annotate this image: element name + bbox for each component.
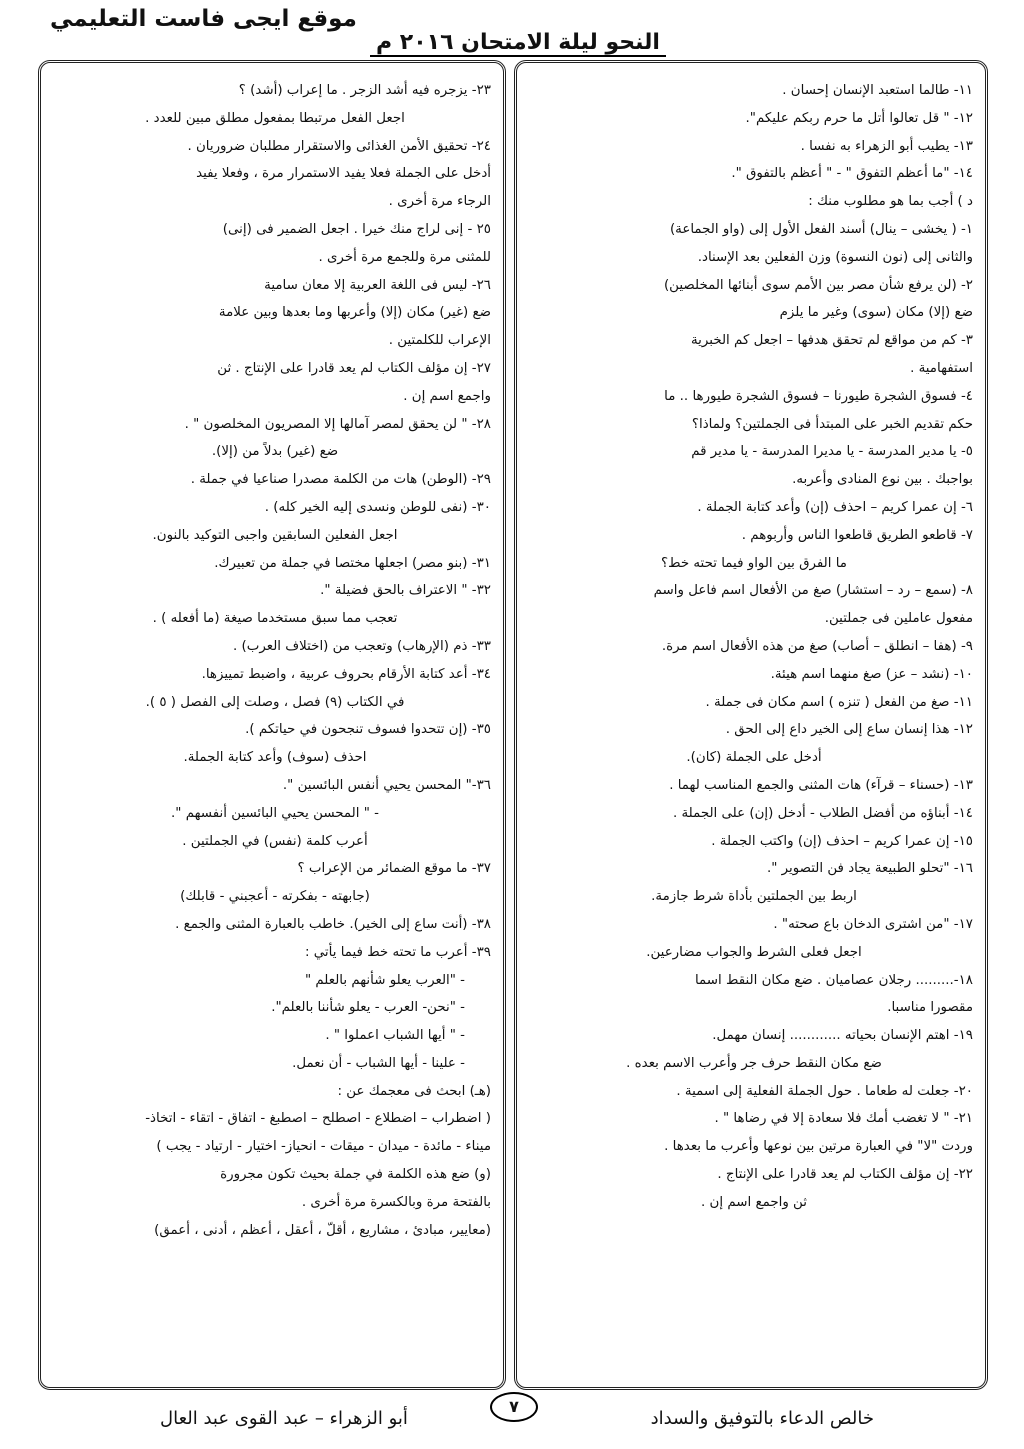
question-line: ٢٨- " لن يحقق لمصر آمالها إلا المصريون المخلصون " . <box>184 416 491 432</box>
question-line: ضع (غير) بدلاً من (إلا). <box>211 444 339 460</box>
question-line: حكم تقديم الخبر على المبتدأ فى الجملتين؟ ولماذا؟ <box>691 416 973 432</box>
question-line: أعرب كلمة (نفس) في الجملتين . <box>182 833 368 849</box>
question-line: ١١- طالما استعبد الإنسان إحسان . <box>782 83 973 98</box>
question-line: والثانى إلى (نون النسوة) وزن الفعلين بعد الإسناد. <box>697 249 973 265</box>
question-line: ١٣- يطيب أبو الزهراء به نفسا . <box>800 138 973 154</box>
question-line: ٣٢- " الاعتراف بالحق فضيلة ". <box>320 583 491 599</box>
question-line: ٢١- " لا تغضب أمك فلا سعادة إلا في رضاها " . <box>714 1111 973 1127</box>
question-line: (معايير، مبادئ ، مشاريع ، أقلّ ، أعقل ، أعظم ، أدنى ، أعمق) <box>154 1222 491 1238</box>
question-line: (جابهته - بفكرته - أعجبني - قابلك) <box>180 889 370 905</box>
footer-dua: خالص الدعاء بالتوفيق والسداد <box>650 1408 874 1429</box>
question-line: ١٦- "تحلو الطبيعة يجاد فن التصوير ". <box>766 861 973 877</box>
question-line: أدخل على الجملة فعلا يفيد الاستمرار مرة ، وفعلا يفيد <box>196 166 491 182</box>
question-line: ١٩- اهتم الإنسان بحياته ............ إنسان مهمل. <box>712 1028 973 1044</box>
question-line: ٣٨- (أنت ساع إلى الخير). خاطب بالعبارة المثنى والجمع . <box>175 916 491 932</box>
question-line: ٣٣- ذم (الإرهاب) وتعجب من (اختلاف العرب) . <box>233 638 491 654</box>
question-line: تعجب مما سبق مستخدما صيغة (ما أفعله ) . <box>152 611 398 627</box>
question-line: ٣٧- ما موقع الضمائر من الإعراب ؟ <box>297 861 491 877</box>
question-line: اجعل الفعلين السابقين واجبى التوكيد بالنون. <box>152 527 398 543</box>
question-line: ميناء - مائدة - ميدان - ميقات - انحياز- اختيار - ارتياد - يجب ) <box>156 1139 491 1155</box>
question-line: ٥- يا مدير المدرسة - يا مديرا المدرسة - يا مدير قم <box>691 444 973 460</box>
question-line: اجعل فعلى الشرط والجواب مضارعين. <box>646 944 862 960</box>
footer-author: أبو الزهراء – عبد القوى عبد العال <box>160 1408 408 1429</box>
question-line: بواجبك . بين نوع المنادى وأعربه. <box>792 472 973 488</box>
question-line: وردت "لا" في العبارة مرتين بين نوعها وأعرب ما بعدها . <box>664 1139 973 1155</box>
question-line: ٣- كم من مواقع لم تحقق هدفها – اجعل كم الخبرية <box>691 333 973 349</box>
page-number: ٧ <box>490 1392 538 1422</box>
question-line: واجمع اسم إن . <box>403 388 491 404</box>
question-line: بالفتحة مرة وبالكسرة مرة أخرى . <box>301 1194 491 1210</box>
question-line: أدخل على الجملة (كان). <box>686 750 822 766</box>
question-line: ٣٤- أعد كتابة الأرقام بحروف عربية ، واضبط تمييزها. <box>201 666 491 682</box>
question-line: ٣٦-" المحسن يحيي أنفس البائسين ". <box>282 777 491 793</box>
page-title: النحو ليلة الامتحان ٢٠١٦ م <box>370 30 666 57</box>
question-line: - علينا - أيها الشباب - أن نعمل. <box>292 1055 465 1071</box>
question-line: اربط بين الجملتين بأداة شرط جازمة. <box>651 889 857 905</box>
question-line: مقصورا مناسبا. <box>887 1000 973 1016</box>
question-line: ٩- (هفا – انطلق – أصاب) صغ من هذه الأفعال اسم مرة. <box>661 638 973 654</box>
question-line: في الكتاب (٩) فصل ، وصلت إلى الفصل ( ٥ ). <box>145 694 405 710</box>
question-line: - "العرب يعلو شأنهم بالعلم " <box>304 972 465 988</box>
question-line: الرجاء مرة أخرى . <box>388 194 491 210</box>
question-line: ثن واجمع اسم إن . <box>701 1194 807 1210</box>
question-line: د ) أجب بما هو مطلوب منك : <box>808 194 973 210</box>
question-line: ٢٦- ليس فى اللغة العربية إلا معان سامية <box>264 277 491 293</box>
question-line: ما الفرق بين الواو فيما تحته خط؟ <box>661 555 847 571</box>
question-line: ٣٠- (نفى للوطن ونسدى إليه الخير كله) . <box>264 499 491 515</box>
question-line: ٣٩- أعرب ما تحته خط فيما يأتي : <box>304 944 491 960</box>
question-line: ضع (إلا) مكان (سوى) وغير ما يلزم <box>779 305 973 321</box>
question-line: ٢٧- إن مؤلف الكتاب لم يعد قادرا على الإنتاج . ثن <box>217 360 491 376</box>
question-line: ٢٣- يزجره فيه أشد الزجر . ما إعراب (أشد) ؟ <box>238 83 491 98</box>
question-line: - " أيها الشباب اعملوا " . <box>325 1028 465 1044</box>
site-title: موقع ايجى فاست التعليمي <box>50 6 357 32</box>
question-line: احذف (سوف) وأعد كتابة الجملة. <box>183 750 367 766</box>
question-line: اجعل الفعل مرتبطا بمفعول مطلق مبين للعدد . <box>145 110 405 126</box>
right-column-box <box>514 60 988 1390</box>
question-line: (هـ) ابحث فى معجمك عن : <box>337 1083 491 1099</box>
question-line: - "نحن- العرب - يعلو شأننا بالعلم". <box>271 1000 465 1016</box>
question-line: ٢٢- إن مؤلف الكتاب لم يعد قادرا على الإنتاج . <box>717 1167 973 1183</box>
question-line: الإعراب للكلمتين . <box>388 333 491 349</box>
question-line: ضع (غير) مكان (إلا) وأعربها وما بعدها وبين علامة <box>218 305 491 321</box>
question-line: - " المحسن يحيي البائسين أنفسهم ". <box>171 805 379 821</box>
question-line: للمثنى مرة وللجمع مرة أخرى . <box>318 249 491 265</box>
question-line: ٤- فسوق الشجرة طيورنا – فسوق الشجرة طيورها .. ما <box>664 388 973 404</box>
question-line: ٢٤- تحقيق الأمن الغذائى والاستقرار مطلبان ضروريان . <box>187 138 491 154</box>
question-line: ١٨-......... رجلان عصاميان . ضع مكان النقط اسما <box>694 972 973 988</box>
question-line: ١٤- أبناؤه من أفضل الطلاب - أدخل (إن) على الجملة . <box>672 805 973 821</box>
question-line: ١١- صغ من الفعل ( تنزه ) اسم مكان فى جملة . <box>705 694 973 710</box>
question-line: ١٣- (حسناء – قرآء) هات المثنى والجمع المناسب لهما . <box>669 777 973 793</box>
question-line: ٦- إن عمرا كريم – احذف (إن) وأعد كتابة الجملة . <box>697 499 973 515</box>
question-line: ٣٥- (إن تتحدوا فسوف تنجحون في حياتكم ). <box>245 722 491 738</box>
left-column-box <box>38 60 506 1390</box>
question-line: ٢- (لن يرفع شأن مصر بين الأمم سوى أبنائها المخلصين) <box>663 277 973 293</box>
question-line: ١- ( يخشى – ينال) أسند الفعل الأول إلى (واو الجماعة) <box>669 221 973 237</box>
question-line: ٢٠- جعلت له طعاما . حول الجملة الفعلية إلى اسمية . <box>676 1083 973 1099</box>
question-line: ١٢- " قل تعالوا أتل ما حرم ربكم عليكم". <box>745 110 973 126</box>
question-line: ١٠- (نشد – عز) صغ منهما اسم هيئة. <box>770 666 973 682</box>
question-line: ( اضطراب – اضطلاع - اصطلح – اصطبغ - اتفاق - اتقاء - اتخاذ- <box>145 1111 491 1127</box>
question-line: ١٧- "من اشترى الدخان باع صحته" . <box>773 916 973 932</box>
question-line: ٧- قاطعو الطريق قاطعوا الناس وأربوهم . <box>741 527 973 543</box>
question-line: ١٢- هذا إنسان ساع إلى الخير داع إلى الحق . <box>725 722 973 738</box>
question-line: ٢٥ - إنى لراج منك خيرا . اجعل الضمير فى (إنى) <box>222 221 491 237</box>
question-line: ٨- (سمع – رد – استشار) صغ من الأفعال اسم فاعل واسم <box>653 583 973 599</box>
question-line: مفعول عاملين فى جملتين. <box>824 611 973 627</box>
question-line: ١٥- إن عمرا كريم – احذف (إن) واكتب الجملة . <box>711 833 973 849</box>
question-line: ١٤- "ما أعظم التفوق " - " أعظم بالتفوق ". <box>731 166 973 182</box>
question-line: ٣١- (بنو مصر) اجعلها مختصا في جملة من تعبيرك. <box>214 555 491 571</box>
question-line: (و) ضع هذه الكلمة في جملة بحيث تكون مجرورة <box>220 1167 491 1183</box>
question-line: ٢٩- (الوطن) هات من الكلمة مصدرا صناعيا في جملة . <box>190 472 491 488</box>
question-line: استفهامية . <box>910 360 973 376</box>
question-line: ضع مكان النقط حرف جر وأعرب الاسم بعده . <box>626 1055 882 1071</box>
